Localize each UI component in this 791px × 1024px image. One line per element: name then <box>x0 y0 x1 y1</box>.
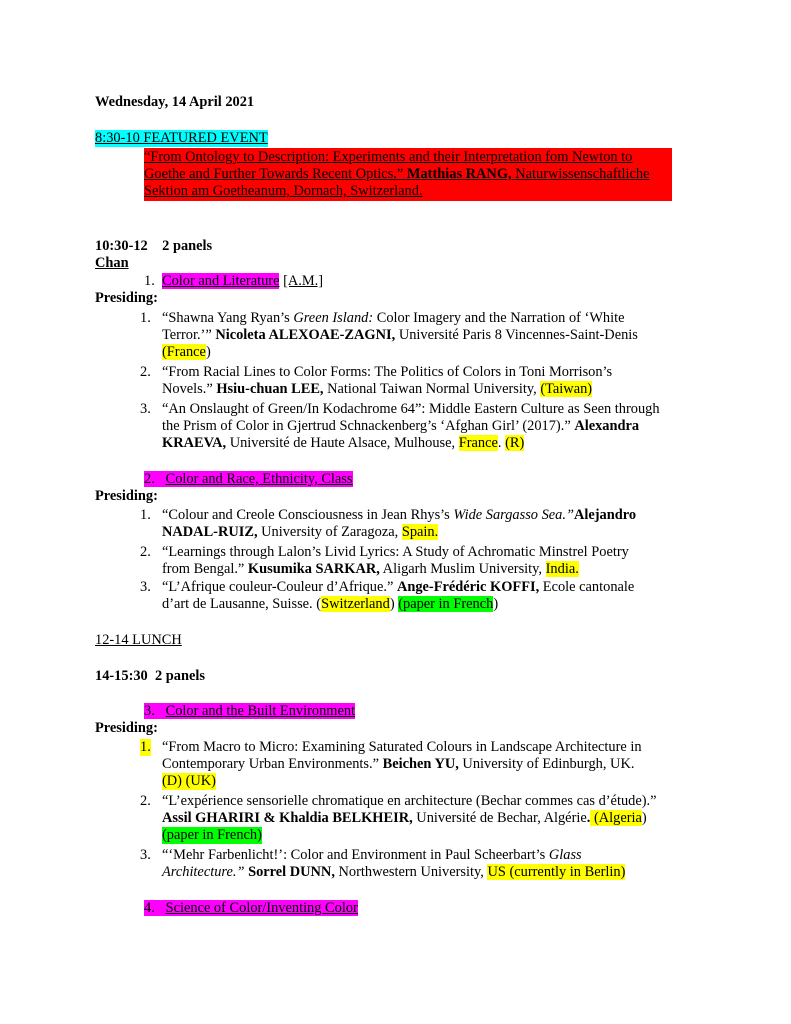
p2-paper2-number: 2. <box>140 544 151 560</box>
featured-line-3: Sektion am Goetheanum, Dornach, Switzerland. <box>144 183 423 199</box>
p1-paper2-country: (Taiwan) <box>540 381 593 397</box>
featured-speaker: Matthias RANG, <box>406 166 512 182</box>
block2-heading <box>95 668 205 685</box>
block1-heading <box>95 238 212 255</box>
panel1-presiding: Presiding: <box>95 290 158 306</box>
p1-paper1-line1 <box>162 310 625 327</box>
p1-paper1-work-title: Green Island: <box>293 310 374 326</box>
p3-paper2-authors: Assil GHARIRI & Khaldia BELKHEIR, <box>162 810 413 826</box>
p1-paper1-author: Nicoleta ALEXOAE-ZAGNI, <box>215 327 396 343</box>
featured-line-2-affil: Naturwissenschaftliche <box>511 166 650 182</box>
p2-paper2-author: Kusumika SARKAR, <box>247 561 380 577</box>
p2-paper3-text: “L’Afrique couleur-Couleur d’Afrique.” <box>162 579 397 595</box>
p2-paper1-text: “Colour and Creole Consciousness in Jean Rhys’s <box>162 507 454 523</box>
p3-paper1-line2 <box>162 756 634 773</box>
p1-paper3-text: the Prism of Color in Gjertrud Schnackenberg’s ‘Afghan Girl’ (2017).” <box>162 418 575 434</box>
p3-paper3-country: US (currently in Berlin) <box>487 864 626 880</box>
p3-paper2-affil: Université de Bechar, Algérie <box>412 810 587 826</box>
p1-paper1-text-b: Color Imagery and the Narration of ‘White <box>373 310 625 326</box>
p1-paper3-author-first: Alexandra <box>574 418 640 434</box>
p1-paper2-number: 2. <box>140 364 151 380</box>
panel2-title: Color and Race, Ethnicity, Class <box>165 471 353 487</box>
panel3-presiding: Presiding: <box>95 720 158 736</box>
p3-paper3-work-title-a: Glass <box>548 847 582 863</box>
featured-line-2-text: Goethe and Further Towards Recent Optics.” <box>144 166 407 182</box>
p1-paper3-sep: . <box>497 435 506 451</box>
p2-paper3-affil-b: d’art de Lausanne, Suisse. ( <box>162 596 322 612</box>
p2-paper1-country: Spain. <box>401 524 439 540</box>
p2-paper1-number: 1. <box>140 507 151 523</box>
p3-paper1-text: Contemporary Urban Environments.” <box>162 756 383 772</box>
p1-paper1-paren-open: ( <box>162 344 167 360</box>
p1-paper3-line1: “An Onslaught of Green/In Kodachrome 64”: Middle Eastern Culture as Seen through <box>162 401 660 417</box>
p1-paper1-affil: Université Paris 8 Vincennes-Saint-Denis <box>395 327 638 343</box>
p1-paper3-number: 3. <box>140 401 151 417</box>
p1-paper1-number: 1. <box>140 310 151 326</box>
panel3-number: 3. <box>144 703 155 719</box>
p1-paper1-line3 <box>162 344 211 361</box>
p2-paper3-line1 <box>162 579 634 596</box>
block1-time: 10:30-12 <box>95 238 148 254</box>
lunch-break: 12-14 LUNCH <box>95 632 182 648</box>
p2-paper1-line2 <box>162 524 438 541</box>
p3-paper3-line2 <box>162 864 625 881</box>
p3-paper3-affil: Northwestern University, <box>334 864 488 880</box>
featured-time-label: 8:30-10 FEATURED EVENT <box>95 130 268 146</box>
p1-paper3-tag: (R) <box>505 435 525 451</box>
p2-paper3-language-close: ) <box>493 596 499 612</box>
panel1-heading <box>162 273 323 290</box>
p2-paper1-affil: University of Zaragoza, <box>257 524 402 540</box>
panel4-number: 4. <box>144 900 155 916</box>
p2-paper3-number: 3. <box>140 579 151 595</box>
p3-paper3-number: 3. <box>140 847 151 863</box>
p2-paper1-author-first: Alejandro <box>573 507 637 523</box>
p2-paper3-affil-a: Ecole cantonale <box>539 579 635 595</box>
panel1-title: Color and Literature <box>162 273 280 289</box>
p2-paper2-country: India. <box>545 561 579 577</box>
p2-paper3-country: Switzerland <box>321 596 390 612</box>
block2-panels: 2 panels <box>154 668 205 684</box>
p1-paper2-line2 <box>162 381 592 398</box>
block1-panels: 2 panels <box>162 238 213 254</box>
block1-chair: Chan <box>95 255 129 271</box>
p1-paper3-country: France <box>458 435 498 451</box>
panel2-number: 2. <box>144 471 155 487</box>
p2-paper2-text: from Bengal.” <box>162 561 248 577</box>
p1-paper2-text: Novels.” <box>162 381 217 397</box>
featured-line-2 <box>144 166 650 183</box>
panel4-title: Science of Color/Inventing Color <box>165 900 358 916</box>
p3-paper2-paren-close: ) <box>641 810 647 826</box>
p1-paper3-line2 <box>162 418 639 435</box>
p1-paper2-line1: “From Racial Lines to Color Forms: The Politics of Colors in Toni Morrison’s <box>162 364 613 380</box>
p2-paper2-line2 <box>162 561 579 578</box>
panel4-heading <box>144 900 358 917</box>
p3-paper1-author: Beichen YU, <box>382 756 459 772</box>
p3-paper1-number: 1. <box>140 739 151 755</box>
p2-paper3-author: Ange-Frédéric KOFFI, <box>396 579 540 595</box>
featured-event-box <box>144 148 672 201</box>
p3-paper1-tags: (D) (UK) <box>162 773 216 789</box>
p1-paper1-paren-close: ) <box>205 344 211 360</box>
p3-paper2-period: . <box>586 810 591 826</box>
p3-paper3-line1 <box>162 847 582 864</box>
panel3-title: Color and the Built Environment <box>165 703 356 719</box>
p2-paper2-affil: Aligarh Muslim University, <box>379 561 546 577</box>
panel2-number-wrap <box>144 471 353 488</box>
p1-paper3-line3 <box>162 435 524 452</box>
p1-paper1-text-a: “Shawna Yang Ryan’s <box>162 310 294 326</box>
p3-paper3-text: “‘Mehr Farbenlicht!’: Color and Environment in Paul Scheerbart’s <box>162 847 549 863</box>
panel1-moderator: [A.M.] <box>283 273 324 289</box>
p2-paper3-line2 <box>162 596 498 613</box>
p3-paper3-work-title-b: Architecture.” <box>162 864 249 880</box>
p2-paper3-language-tag: (paper in French <box>398 596 494 612</box>
p3-paper3-author: Sorrel DUNN, <box>248 864 335 880</box>
p2-paper1-line1 <box>162 507 636 524</box>
p2-paper3-paren-close: ) <box>389 596 399 612</box>
p3-paper2-line2 <box>162 810 647 827</box>
p1-paper2-author: Hsiu-chuan LEE, <box>216 381 324 397</box>
panel1-number: 1. <box>144 273 155 289</box>
p3-paper2-language-tag: (paper in French) <box>162 827 262 843</box>
p3-paper2-country: (Algeria <box>590 810 642 826</box>
p1-paper1-text-c: Terror.’” <box>162 327 216 343</box>
p2-paper1-work-title: Wide Sargasso Sea.” <box>453 507 574 523</box>
p3-paper1-line1: “From Macro to Micro: Examining Saturated Colours in Landscape Architecture in <box>162 739 642 755</box>
p1-paper3-author-last: KRAEVA, <box>162 435 227 451</box>
p1-paper1-country: France <box>166 344 206 360</box>
panel2-presiding: Presiding: <box>95 488 158 504</box>
p3-paper1-affil: University of Edinburgh, UK. <box>458 756 635 772</box>
p1-paper3-affil: Université de Haute Alsace, Mulhouse, <box>226 435 459 451</box>
p2-paper2-line1: “Learnings through Lalon’s Livid Lyrics: A Study of Achromatic Minstrel Poetry <box>162 544 629 560</box>
featured-line-1: “From Ontology to Description: Experiments and their Interpretation fom Newton to <box>144 149 633 165</box>
p1-paper1-line2 <box>162 327 638 344</box>
p1-paper2-affil: National Taiwan Normal University, <box>323 381 541 397</box>
day-title: Wednesday, 14 April 2021 <box>95 94 255 110</box>
p3-paper2-line1: “L’expérience sensorielle chromatique en architecture (Bechar commes cas d’étude).” <box>162 793 657 809</box>
p3-paper2-number: 2. <box>140 793 151 809</box>
p2-paper1-author-last: NADAL-RUIZ, <box>162 524 258 540</box>
panel3-heading <box>144 703 355 720</box>
block2-time: 14-15:30 <box>95 668 148 684</box>
